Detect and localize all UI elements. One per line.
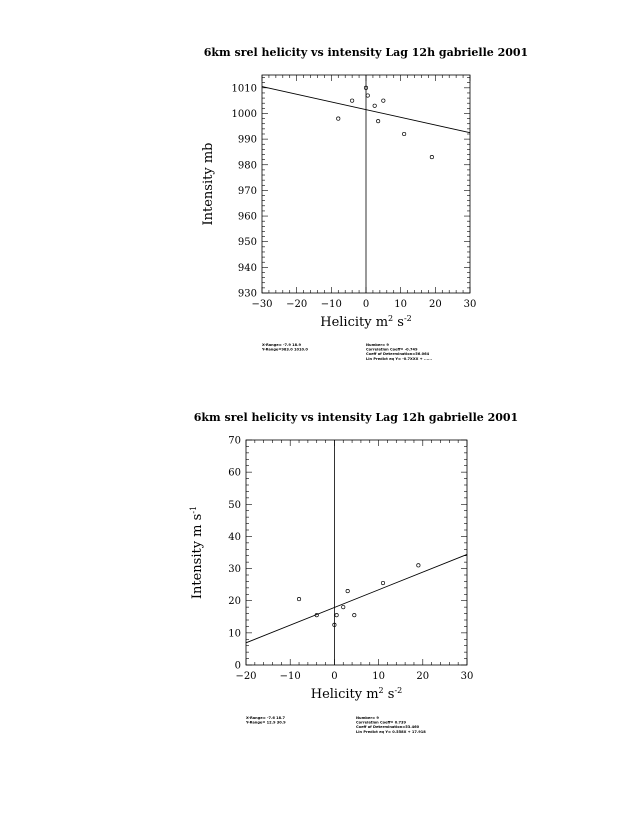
chart-title: 6km srel helicity vs intensity Lag 12h gabrielle 2001	[203, 46, 529, 59]
data-point	[346, 589, 349, 592]
x-tick-label: −30	[251, 299, 273, 310]
stats-right-line: Lin Predict eq Y= 0.558X + 17.918	[356, 729, 426, 734]
stats-left-line: X-Range= -7.6 18.7	[246, 716, 285, 720]
data-point	[373, 104, 376, 107]
data-point	[430, 155, 433, 158]
x-axis-label: Helicity $m^2$ $s^{-2}$	[320, 314, 412, 330]
y-tick-label: 970	[237, 185, 257, 197]
data-point	[381, 581, 384, 584]
data-point	[335, 613, 338, 616]
stats-left-line: X-Range= -7.9 18.9	[262, 343, 301, 347]
x-tick-label: −10	[320, 299, 342, 310]
data-point	[353, 613, 356, 616]
y-tick-label: 980	[237, 160, 257, 172]
x-axis-label: Helicity $m^2$ $s^{-2}$	[310, 686, 403, 702]
stats-right-line: Correlation Coeff= 0.739	[356, 720, 407, 725]
stats-right-line: Number= 9	[366, 343, 389, 347]
chart-2	[189, 411, 518, 734]
y-tick-label: 950	[237, 237, 257, 249]
x-tick-label: −20	[286, 299, 308, 310]
data-point	[376, 119, 379, 122]
x-tick-label: −20	[235, 671, 257, 682]
chart-title: 6km srel helicity vs intensity Lag 12h gabrielle 2001	[193, 411, 519, 424]
x-tick-label: 30	[460, 671, 474, 682]
y-tick-label: 1000	[231, 108, 257, 120]
x-tick-label: 0	[362, 299, 370, 310]
y-tick-label: 930	[237, 288, 257, 300]
x-tick-label: −10	[279, 671, 301, 682]
y-tick-label: 70	[228, 435, 241, 447]
plot-frame	[246, 440, 467, 665]
y-tick-label: 60	[228, 467, 241, 479]
data-point	[402, 132, 405, 135]
y-axis-label: Intensity mb	[201, 142, 216, 226]
chart-1	[201, 46, 528, 361]
stats-right-line: Coeff of Determination=53.460	[356, 725, 420, 730]
x-tick-label: 0	[331, 671, 338, 682]
stats-right-line: Coeff of Determination=56.064	[366, 352, 430, 357]
x-tick-label: 20	[416, 671, 430, 682]
data-point	[350, 99, 353, 102]
stats-left-line: Y-Range= 12.9 30.9	[246, 720, 286, 725]
y-tick-label: 10	[228, 628, 241, 640]
y-tick-label: 30	[228, 564, 241, 576]
y-tick-label: 960	[237, 211, 257, 223]
stats-left-line: Y-Range=983.0 1010.0	[262, 347, 308, 352]
y-tick-label: 40	[228, 531, 241, 543]
data-point	[382, 99, 385, 102]
x-tick-label: 10	[394, 299, 408, 310]
stats-right-line: Number= 9	[356, 716, 379, 720]
y-tick-label: 990	[237, 134, 257, 146]
y-tick-label: 20	[228, 596, 241, 608]
data-point	[297, 597, 300, 600]
x-tick-label: 20	[428, 299, 442, 310]
data-point	[417, 564, 420, 567]
stats-right-line: Lin Predict eq Y= -0.7XXX + ......	[366, 356, 433, 361]
data-point	[342, 605, 345, 608]
y-tick-label: 50	[228, 499, 241, 511]
y-tick-label: 1010	[231, 83, 257, 95]
x-tick-label: 30	[463, 299, 477, 310]
regression-line	[246, 554, 467, 642]
y-tick-label: 940	[237, 262, 257, 274]
y-tick-label: 0	[234, 660, 241, 672]
stats-right-line: Correlation Coeff= -0.749	[366, 347, 418, 352]
data-point	[337, 117, 340, 120]
y-axis-label: Intensity m $s^{-1}$	[189, 505, 205, 600]
x-tick-label: 10	[372, 671, 385, 682]
data-point	[366, 94, 369, 97]
